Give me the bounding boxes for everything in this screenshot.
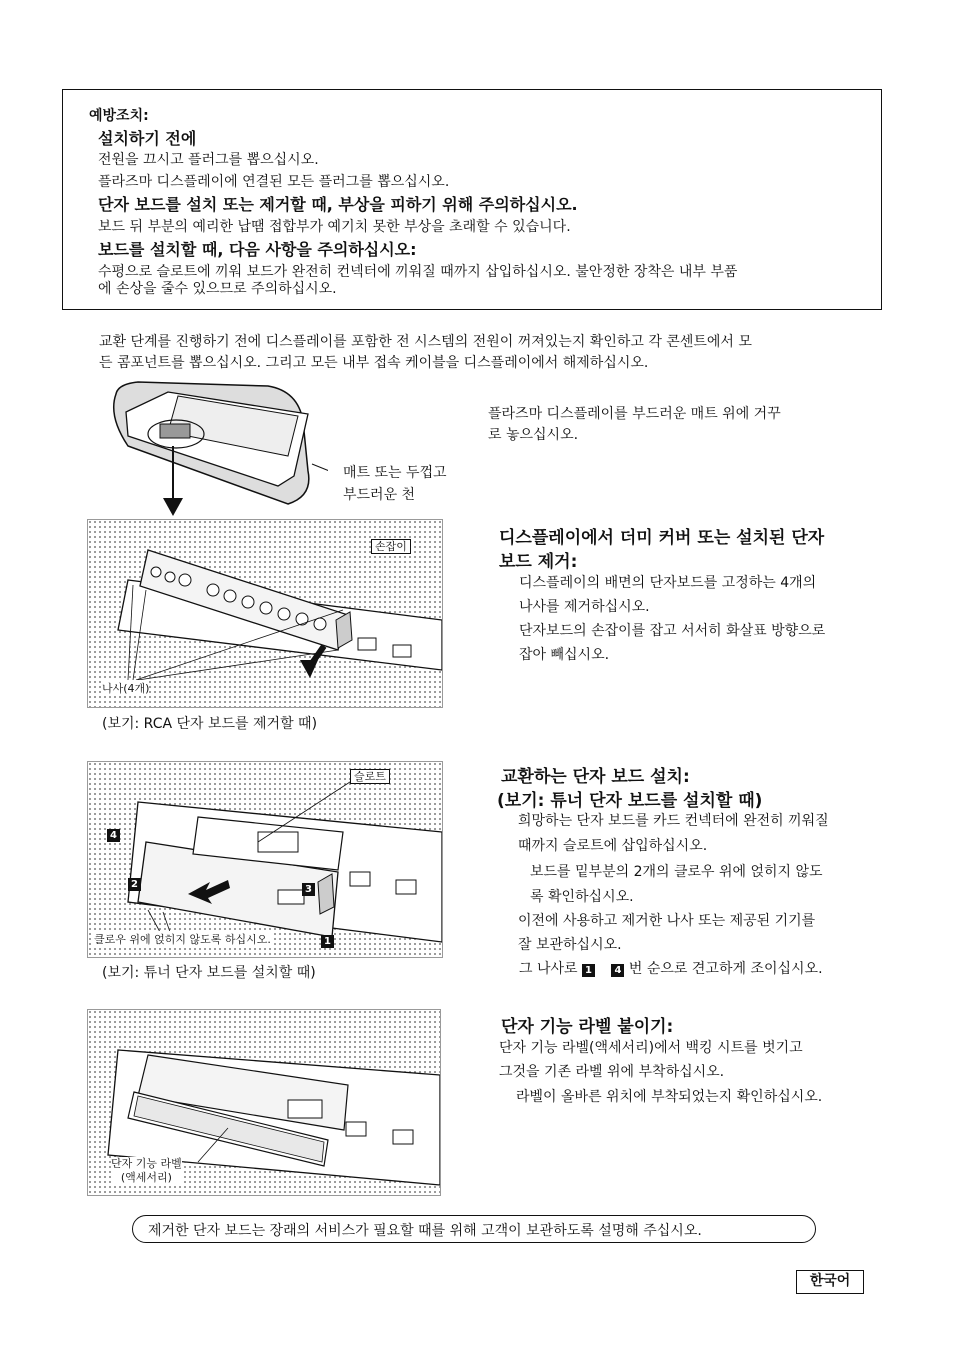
step2-order: 그 나사로 1 4 번 순으로 견고하게 조이십시오. [519,961,823,977]
language-badge: 한국어 [796,1270,864,1294]
step1-caption: (보기: RCA 단자 보드를 제거할 때) [102,716,318,732]
step1-body: 단자보드의 손잡이를 잡고 서서히 화살표 방향으로 [519,623,826,639]
step1-title: 보드 제거: [499,552,578,572]
order-number-4: 4 [611,964,624,977]
footer-note [132,1215,816,1243]
precautions-heading: 예방조치: [89,108,149,124]
before-install-line: 플라즈마 디스플레이에 연결된 모든 플러그를 뽑으십시오. [98,174,450,190]
step2-title: (보기: 튜너 단자 보드를 설치할 때) [497,791,763,811]
step2-body: 보드를 밑부분의 2개의 클로우 위에 얹히지 않도 [530,864,823,880]
label-attach-illustration [87,1009,441,1196]
step2-body: 이전에 사용하고 제거한 나사 또는 제공된 기기를 [518,913,816,929]
step3-body: 그것을 기존 라벨 위에 부착하십시오. [499,1064,725,1080]
injury-title: 단자 보드를 설치 또는 제거할 때, 부상을 피하기 위해 주의하십시오. [98,195,578,214]
before-install-line: 전원을 끄시고 플러그를 뽑으십시오. [98,152,319,168]
board-line: 에 손상을 줄수 있으므로 주의하십시오. [98,281,337,297]
step1-body: 디스플레이의 배면의 단자보드를 고정하는 4개의 [519,575,817,591]
step1-title: 디스플레이에서 더미 커버 또는 설치된 단자 [499,528,825,548]
step2-caption: (보기: 튜너 단자 보드를 설치할 때) [102,965,316,981]
step2-title: 교환하는 단자 보드 설치: [501,767,690,787]
step2-body: 록 확인하십시오. [530,889,634,905]
screw-number-2: 2 [128,878,141,891]
board-title: 보드를 설치할 때, 다음 사항을 주의하십시오: [98,240,417,259]
step3-body: 단자 기능 라벨(액세서리)에서 백킹 시트를 벗기고 [499,1040,803,1056]
step2-body: 희망하는 단자 보드를 카드 컨넥터에 완전히 끼워질 [518,813,829,829]
claw-label: 클로우 위에 얹히지 않도록 하십시오. [94,933,271,946]
intro-line: 든 콤포넌트를 뽑으십시오. 그리고 모든 내부 접속 케이블을 디스플레이에서 해제하십시오. [99,355,649,371]
precautions-box [62,89,882,310]
step3-body: 라벨이 올바른 위치에 부착되었는지 확인하십시오. [516,1089,823,1105]
handle-label: 손잡이 [371,539,411,554]
screw-number-1: 1 [321,935,334,948]
step1-body: 나사를 제거하십시오. [519,599,650,615]
display-on-mat-illustration [98,376,328,516]
screw-number-4: 4 [107,829,120,842]
screws-label: 나사(4개) [102,682,150,695]
install-board-illustration [87,761,443,958]
function-label: 단자 기능 라벨 (액세서리) [111,1157,182,1184]
footer-note-text: 제거한 단자 보드는 장래의 서비스가 필요할 때를 위해 고객이 보관하도록 설명해 주십시오. [148,1223,702,1239]
step3-title: 단자 기능 라벨 붙이기: [501,1017,674,1037]
step0-text: 로 놓으십시오. [488,427,579,443]
remove-board-illustration [87,519,443,708]
injury-text: 보드 뒤 부분의 예리한 납땜 접합부가 예기치 못한 부상을 초래할 수 있습니다. [98,219,571,235]
mat-label: 매트 또는 두껍고 [343,465,447,481]
intro-line: 교환 단계를 진행하기 전에 디스플레이를 포함한 전 시스템의 전원이 꺼져있는지 확인하고 각 콘센트에서 모 [99,334,752,350]
order-number-1: 1 [582,964,595,977]
step2-body: 잘 보관하십시오. [518,937,622,953]
slot-label: 슬로트 [350,769,390,784]
step2-body: 때까지 슬로트에 삽입하십시오. [518,838,708,854]
step1-body: 잡아 빼십시오. [519,647,610,663]
board-line: 수평으로 슬로트에 끼워 보드가 완전히 컨넥터에 끼워질 때까지 삽입하십시오. 불안정한 장착은 내부 부품 [98,264,738,280]
step0-text: 플라즈마 디스플레이를 부드러운 매트 위에 거꾸 [488,406,781,422]
mat-label: 부드러운 천 [343,487,416,503]
screw-number-3: 3 [302,883,315,896]
before-install-title: 설치하기 전에 [98,129,197,148]
